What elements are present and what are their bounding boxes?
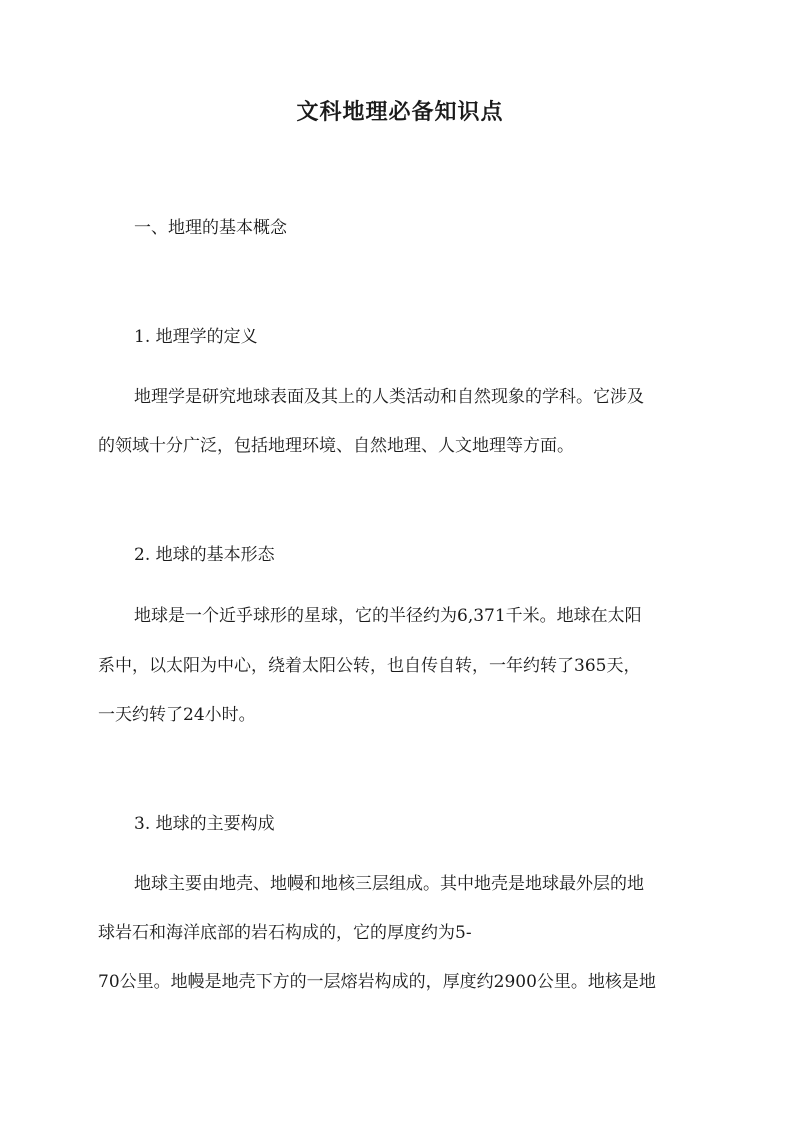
paragraph-line: 地理学是研究地球表面及其上的人类活动和自然现象的学科。它涉及 <box>134 387 644 407</box>
item-heading-structure: 3. 地球的主要构成 <box>134 814 275 834</box>
paragraph-line: 地球是一个近乎球形的星球，它的半径约为6,371千米。地球在太阳 <box>134 606 642 626</box>
paragraph-line: 地球主要由地壳、地幔和地核三层组成。其中地壳是地球最外层的地 <box>134 874 644 894</box>
item-heading-definition: 1. 地理学的定义 <box>134 327 258 347</box>
paragraph-line: 系中，以太阳为中心，绕着太阳公转，也自传自转，一年约转了365天， <box>98 656 641 676</box>
paragraph-line: 球岩石和海洋底部的岩石构成的，它的厚度约为5- <box>98 923 472 943</box>
page-title: 文科地理必备知识点 <box>296 99 504 125</box>
paragraph-line: 70公里。地幔是地壳下方的一层熔岩构成的，厚度约2900公里。地核是地 <box>98 972 656 992</box>
item-heading-shape: 2. 地球的基本形态 <box>134 545 275 565</box>
paragraph-line: 一天约转了24小时。 <box>98 705 256 725</box>
section-heading: 一、地理的基本概念 <box>134 218 287 238</box>
paragraph-line: 的领域十分广泛，包括地理环境、自然地理、人文地理等方面。 <box>98 436 574 456</box>
